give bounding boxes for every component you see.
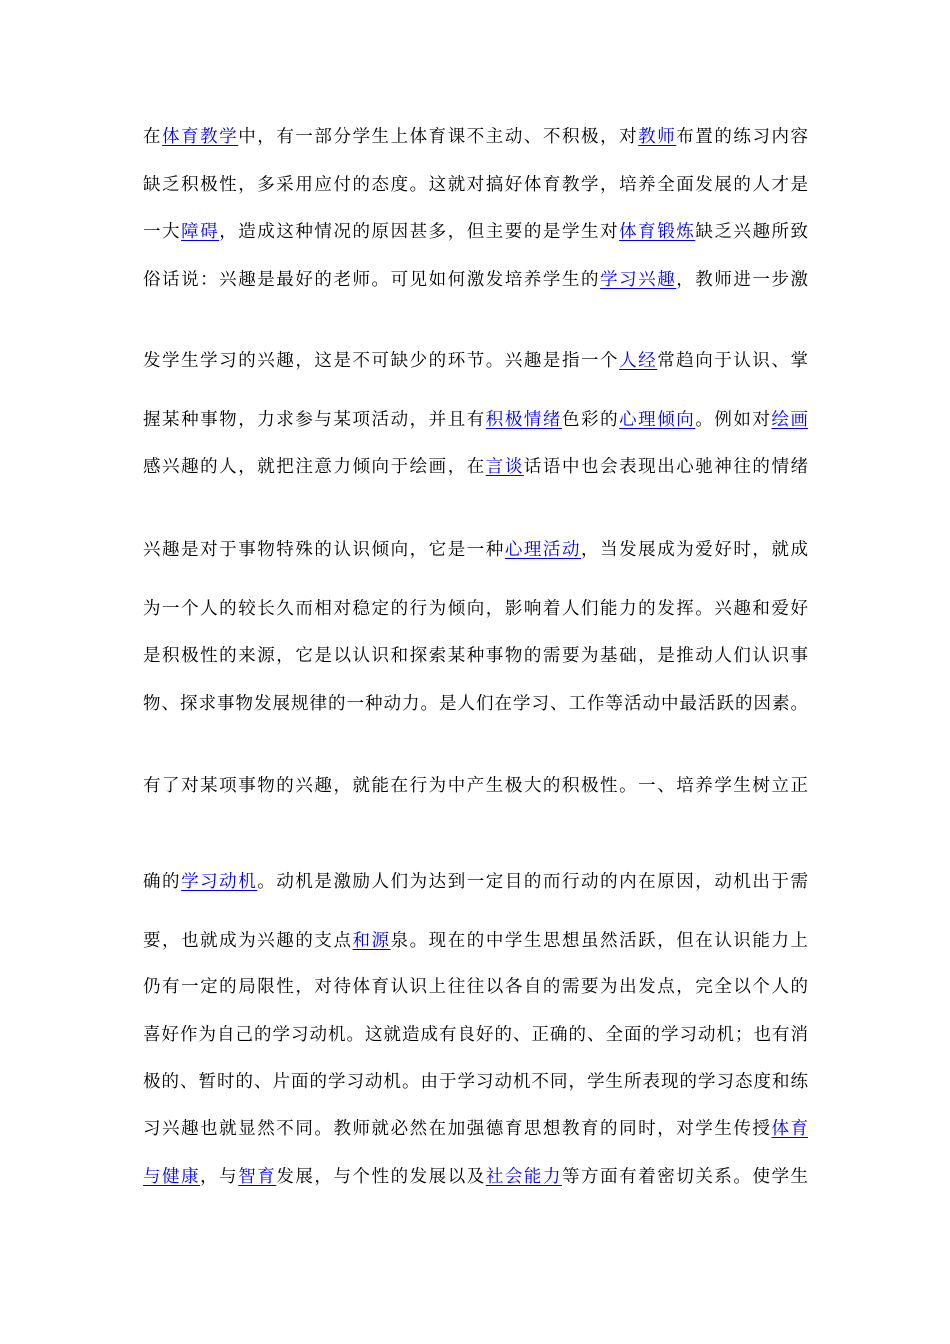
text-line-4 — [143, 265, 808, 295]
hyperlink[interactable]: 体育 — [771, 1119, 809, 1139]
text-segment: ，当发展成为爱好时，就成 — [581, 540, 809, 560]
text-segment: ，教师进一步激 — [676, 270, 809, 290]
text-segment: 俗话说：兴趣是最好的老师。可见如何激发培养学生的 — [143, 270, 601, 290]
text-segment: 是积极性的来源，它是以认识和探索某种事物的需要为基础，是推动人们认识事 — [143, 646, 808, 666]
text-segment: 兴趣是对于事物特殊的认识倾向，它是一种 — [143, 540, 505, 560]
text-segment: 喜好作为自己的学习动机。这就造成有良好的、正确的、全面的学习动机；也有消 — [143, 1025, 808, 1045]
text-line-1 — [143, 122, 808, 152]
hyperlink[interactable]: 社会能力 — [485, 1167, 563, 1187]
text-line-16 — [143, 1020, 808, 1050]
text-segment: 发展，与个性的发展以及 — [276, 1167, 486, 1187]
hyperlink[interactable]: 心理倾向 — [619, 410, 696, 430]
hyperlink[interactable]: 学习动机 — [181, 872, 258, 892]
hyperlink[interactable]: 和源 — [352, 931, 391, 951]
text-line-3 — [143, 217, 808, 247]
text-segment: 等方面有着密切关系。使学生 — [562, 1167, 809, 1187]
hyperlink[interactable]: 体育教学 — [162, 127, 239, 147]
text-segment: 在 — [143, 127, 163, 147]
hyperlink[interactable]: 心理活动 — [504, 540, 582, 560]
text-line-11 — [143, 689, 808, 719]
text-segment: 要，也就成为兴趣的支点 — [143, 931, 353, 951]
hyperlink[interactable]: 障碍 — [181, 222, 220, 242]
hyperlink[interactable]: 智育 — [238, 1167, 277, 1187]
hyperlink[interactable]: 人经 — [619, 351, 658, 371]
text-line-18 — [143, 1114, 808, 1144]
hyperlink[interactable]: 绘画 — [771, 410, 809, 430]
text-line-8 — [143, 535, 808, 565]
text-segment: 常趋向于认识、掌 — [657, 351, 809, 371]
hyperlink[interactable]: 体育锻炼 — [619, 222, 696, 242]
text-segment: 布置的练习内容 — [676, 127, 809, 147]
text-line-19 — [143, 1162, 808, 1192]
text-segment: ，造成这种情况的原因甚多，但主要的是学生对 — [219, 222, 620, 242]
text-segment: 。动机是激励人们为达到一定目的而行动的内在原因，动机出于需 — [257, 872, 809, 892]
hyperlink[interactable]: 学习兴趣 — [600, 270, 677, 290]
text-segment: 色彩的 — [561, 410, 620, 430]
text-segment: 习兴趣也就显然不同。教师就必然在加强德育思想教育的同时，对学生传授 — [143, 1119, 772, 1139]
hyperlink[interactable]: 与健康 — [143, 1167, 201, 1187]
text-segment: 缺乏兴趣所致 — [695, 222, 809, 242]
text-segment: 为一个人的较长久而相对稳定的行为倾向，影响着人们能力的发挥。兴趣和爱好 — [143, 599, 808, 619]
hyperlink[interactable]: 教师 — [638, 127, 677, 147]
text-segment: 话语中也会表现出心驰神往的情绪 — [523, 457, 809, 477]
text-line-12 — [143, 771, 808, 801]
text-segment: 确的 — [143, 872, 182, 892]
text-segment: 一大 — [143, 222, 182, 242]
text-line-15 — [143, 972, 808, 1002]
text-segment: 有了对某项事物的兴趣，就能在行为中产生极大的积极性。一、培养学生树立正 — [143, 776, 808, 796]
text-line-9 — [143, 594, 808, 624]
text-segment: 握某种事物，力求参与某项活动，并且有 — [143, 410, 486, 430]
text-segment: 。例如对 — [695, 410, 772, 430]
text-line-17 — [143, 1067, 808, 1097]
text-line-14 — [143, 926, 808, 956]
text-segment: 中，有一部分学生上体育课不主动、不积极，对 — [238, 127, 639, 147]
text-segment: ，与 — [200, 1167, 239, 1187]
text-line-10 — [143, 641, 808, 671]
text-line-13 — [143, 867, 808, 897]
text-segment: 缺乏积极性，多采用应付的态度。这就对搞好体育教学，培养全面发展的人才是 — [143, 175, 808, 195]
text-segment: 感兴趣的人，就把注意力倾向于绘画，在 — [143, 457, 486, 477]
text-segment: 极的、暂时的、片面的学习动机。由于学习动机不同，学生所表现的学习态度和练 — [143, 1072, 808, 1092]
text-segment: 发学生学习的兴趣，这是不可缺少的环节。兴趣是指一个 — [143, 351, 620, 371]
text-line-2 — [143, 170, 808, 200]
text-line-5 — [143, 346, 808, 376]
hyperlink[interactable]: 言谈 — [485, 457, 524, 477]
text-segment: 物、探求事物发展规律的一种动力。是人们在学习、工作等活动中最活跃的因素。 — [143, 694, 808, 714]
text-segment: 泉。现在的中学生思想虽然活跃，但在认识能力上 — [390, 931, 809, 951]
text-segment: 仍有一定的局限性，对待体育认识上往往以各自的需要为出发点，完全以个人的 — [143, 977, 808, 997]
text-line-6 — [143, 405, 808, 435]
hyperlink[interactable]: 积极情绪 — [485, 410, 562, 430]
text-line-7 — [143, 452, 808, 482]
